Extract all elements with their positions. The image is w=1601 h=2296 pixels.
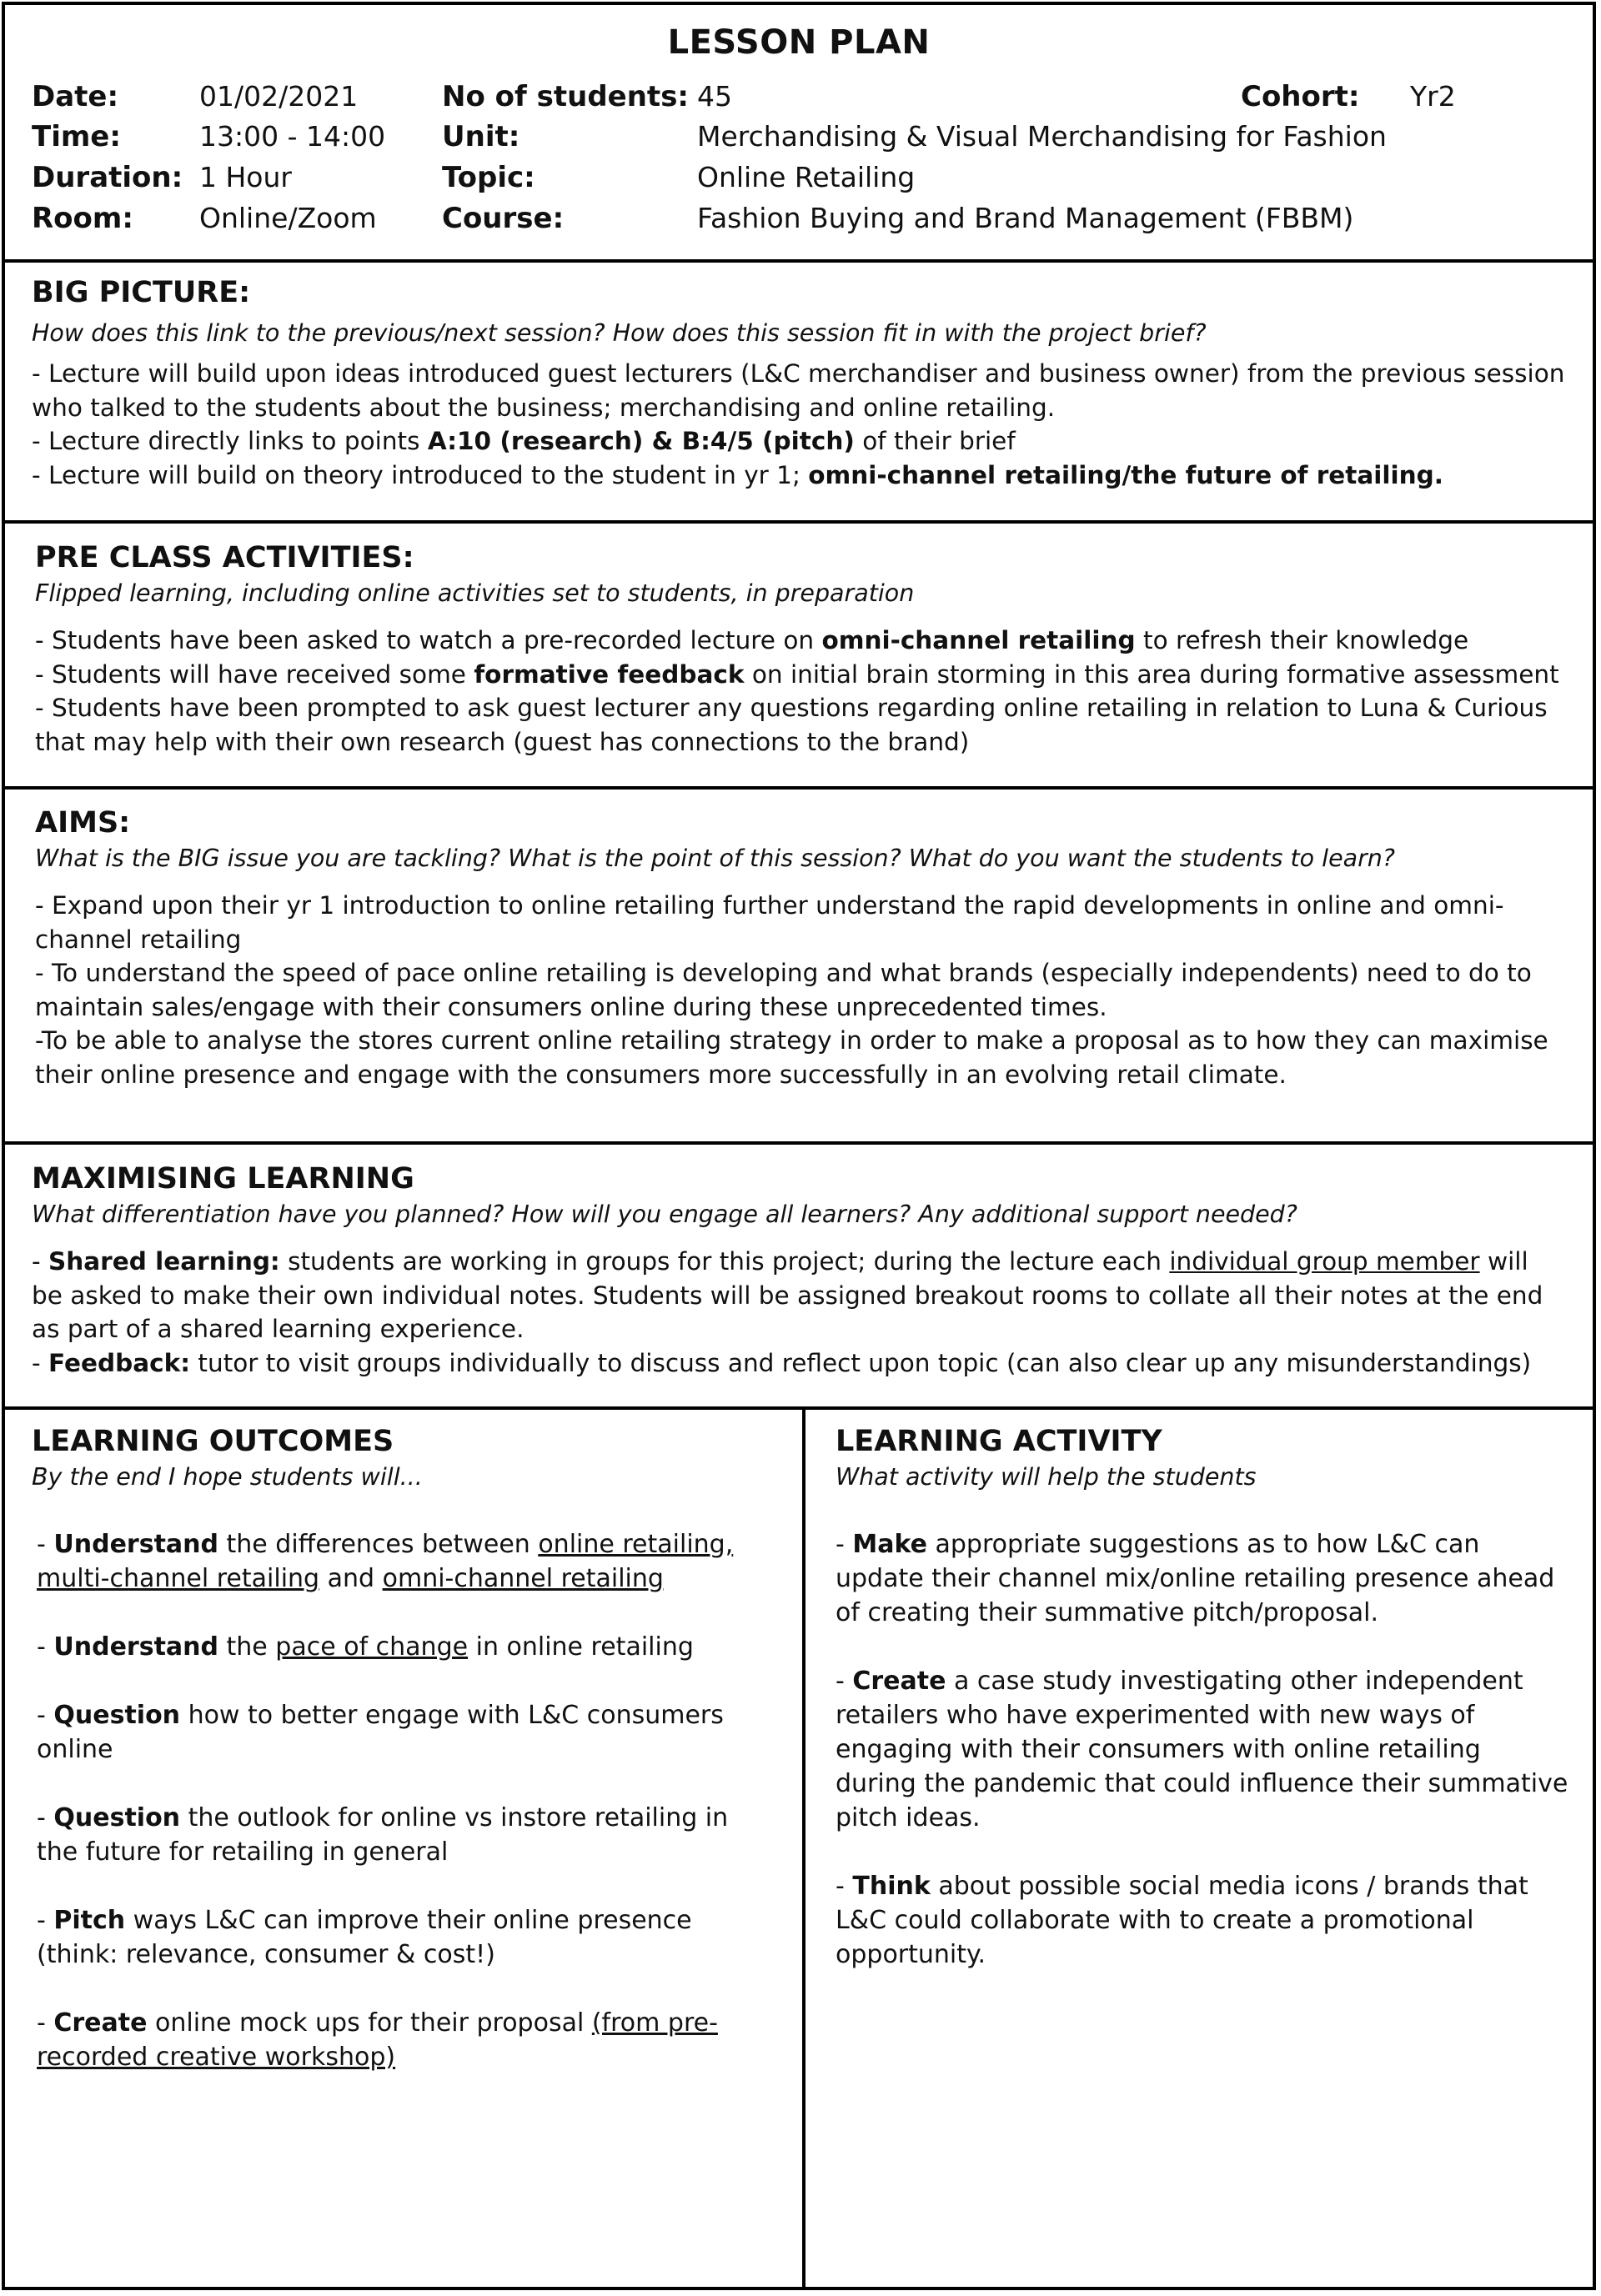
cohort-label: Cohort:: [1241, 80, 1360, 113]
section-subtitle: By the end I hope students will...: [32, 1463, 423, 1491]
body-line: -To be able to analyse the stores current online retailing strategy in order to make a proposal as to how they can maximise their online presence and engage with the consumers more successfully in an evolving retail climate.: [35, 1026, 1548, 1089]
pre-class-section: [5, 539, 1593, 759]
section-title: LEARNING OUTCOMES: [32, 1425, 394, 1458]
course-label: Course:: [442, 202, 565, 235]
learning-activity-section: [836, 1422, 1569, 2006]
room-label: Room:: [32, 202, 133, 235]
duration-label: Duration:: [32, 161, 183, 194]
course-value: Fashion Buying and Brand Management (FBBM): [697, 202, 1354, 234]
section-subtitle: What activity will help the students: [836, 1463, 1257, 1491]
aims-section: [5, 804, 1593, 1091]
big-picture-section: [5, 273, 1593, 492]
lesson-plan-document: [2, 2, 1596, 2290]
unit-value: Merchandising & Visual Merchandising for Fashion: [697, 120, 1387, 153]
divider: [5, 786, 1593, 790]
duration-value: 1 Hour: [199, 161, 292, 193]
section-body: [32, 1245, 1566, 1380]
list-item: - Question how to better engage with L&C consumers online: [37, 1701, 724, 1764]
topic-value: Online Retailing: [697, 161, 916, 193]
body-line: - Students will have received some formative feedback on initial brain storming in this area during formative assessment: [35, 659, 1559, 689]
students-label: No of students:: [442, 80, 690, 113]
body-line: - Expand upon their yr 1 introduction to online retailing further understand the rapid developments in online and omni-channel retailing: [35, 891, 1504, 954]
list-item: - Make appropriate suggestions as to how L&C can update their channel mix/online retailing presence ahead of creating their summative pitch/proposal.: [836, 1530, 1555, 1627]
section-body: [32, 357, 1566, 492]
body-line: - Lecture will build on theory introduced to the student in yr 1; omni-channel retailing/the future of retailing.: [32, 460, 1443, 489]
topic-label: Topic:: [442, 161, 535, 194]
list-item: - Create online mock ups for their proposal (from pre-recorded creative workshop): [37, 2008, 718, 2072]
unit-label: Unit:: [442, 120, 520, 153]
section-title: BIG PICTURE:: [32, 276, 251, 309]
section-title: AIMS:: [35, 806, 131, 840]
section-subtitle: How does this link to the previous/next session? How does this session fit in with the project brief?: [32, 319, 1207, 347]
body-line: - Lecture will build upon ideas introduced guest lecturers (L&C merchandiser and business owner) from the previous session who talked to the students about the business; merchandising and online retailing.: [32, 359, 1565, 422]
time-value: 13:00 - 14:00: [199, 120, 386, 153]
divider: [5, 520, 1593, 524]
section-subtitle: What is the BIG issue you are tackling? What is the point of this session? What do you want the students to learn?: [35, 845, 1395, 872]
activity-list: [836, 1527, 1569, 1972]
column-divider: [802, 1406, 806, 2287]
divider: [5, 259, 1593, 263]
body-line: - To understand the speed of pace online retailing is developing and what brands (especially independents) need to do to maintain sales/engage with their consumers online during these unprecedented times.: [35, 959, 1532, 1021]
body-line: - Lecture directly links to points A:10 (research) & B:4/5 (pitch) of their brief: [32, 427, 1016, 455]
divider: [5, 1141, 1593, 1145]
section-body: [35, 889, 1563, 1091]
section-title: PRE CLASS ACTIVITIES:: [35, 541, 414, 574]
date-label: Date:: [32, 80, 119, 113]
section-body: [35, 624, 1563, 759]
section-title: MAXIMISING LEARNING: [32, 1162, 414, 1196]
page-title: LESSON PLAN: [667, 23, 931, 62]
divider: [5, 1406, 1593, 1410]
outcomes-list: [32, 1527, 765, 2074]
learning-outcomes-section: [32, 1422, 765, 2108]
section-title: LEARNING ACTIVITY: [836, 1425, 1162, 1458]
list-item: - Question the outlook for online vs instore retailing in the future for retailing in general: [37, 1803, 729, 1867]
list-item: - Think about possible social media icons / brands that L&C could collaborate with to create a promotional opportunity.: [836, 1872, 1528, 1969]
maximising-learning-section: [5, 1160, 1593, 1380]
section-subtitle: Flipped learning, including online activities set to students, in preparation: [35, 579, 915, 607]
body-line: - Shared learning: students are working in groups for this project; during the lecture each individual group member will be asked to make their own individual notes. Students will be assigned breakout rooms to collate all their notes at the end as part of a shared learning experience.: [32, 1247, 1543, 1343]
room-value: Online/Zoom: [199, 202, 377, 234]
body-line: - Feedback: tutor to visit groups individually to discuss and reflect upon topic (can also clear up any misunderstandings): [32, 1348, 1532, 1377]
date-value: 01/02/2021: [199, 80, 359, 113]
section-subtitle: What differentiation have you planned? How will you engage all learners? Any additional support needed?: [32, 1201, 1297, 1228]
body-line: - Students have been asked to watch a pre-recorded lecture on omni-channel retailing to refresh their knowledge: [35, 626, 1469, 654]
body-line: - Students have been prompted to ask guest lecturer any questions regarding online retailing in relation to Luna & Curious that may help with their own research (guest has connections to the brand): [35, 694, 1548, 756]
cohort-value: Yr2: [1410, 80, 1456, 113]
list-item: - Pitch ways L&C can improve their online presence (think: relevance, consumer & cost!): [37, 1906, 692, 1969]
time-label: Time:: [32, 120, 121, 153]
list-item: - Create a case study investigating other independent retailers who have experimented with new ways of engaging with their consumers with online retailing during the pandemic that could influence their summative pitch ideas.: [836, 1667, 1568, 1832]
students-value: 45: [697, 80, 732, 113]
list-item: - Understand the differences between online retailing, multi-channel retailing and omni-channel retailing: [37, 1530, 734, 1593]
list-item: - Understand the pace of change in online retailing: [37, 1632, 694, 1662]
